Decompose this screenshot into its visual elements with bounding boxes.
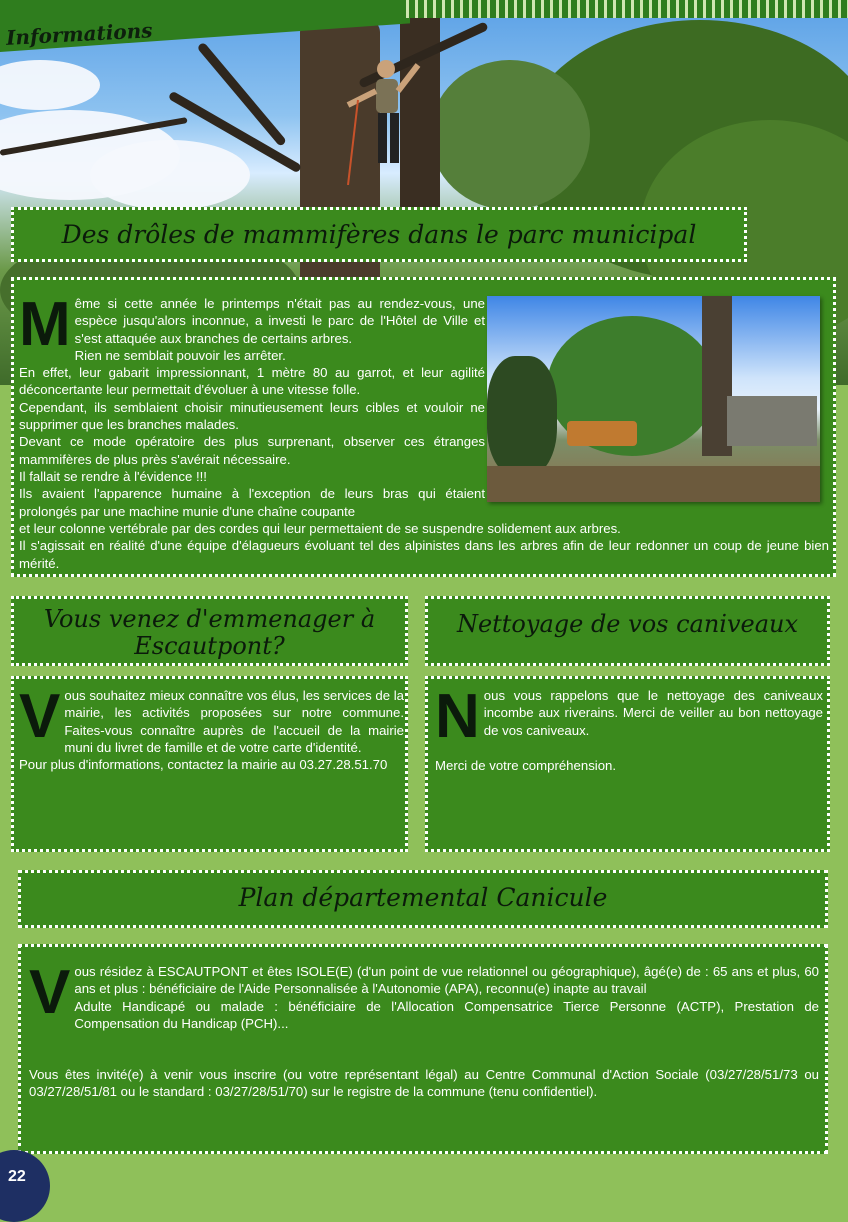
paragraph: Cependant, ils semblaient choisir minutieusement leurs cibles et vouloir ne supprimer que les branches malades. — [19, 399, 485, 433]
paragraph-intro: ême si cette année le printemps n'était pas au rendez-vous, une espèce jusqu'alors inconnue, a investi le parc de l'Hôtel de Ville et s'est attaquée aux branches de certains arbres. — [74, 296, 485, 346]
paragraph: ous résidez à ESCAUTPONT et êtes ISOLE(E) (d'un point de vue relationnel ou géographique), âgé(e) de : 65 ans et plus, 60 ans et plus : bénéficiaire de l'Aide Personnalisée à l'Autonomie (APA), reconnu(e) inapte au travail — [74, 964, 819, 997]
paragraph: Devant ce mode opératoire des plus surprenant, observer ces étranges mammifères de plus près s'avérait nécessaire. — [19, 434, 485, 467]
caniveaux-body — [435, 682, 823, 774]
paragraph: et leur colonne vertébrale par des cordes qui leur permettaient de se suspendre solidement aux arbres. — [19, 521, 621, 536]
caniveaux-title-panel — [425, 596, 830, 666]
caniveaux-body-panel — [425, 676, 830, 852]
paragraph: Il fallait se rendre à l'évidence !!! — [19, 468, 207, 484]
emmenager-body — [19, 682, 404, 773]
paragraph: Il s'agissait en réalité d'une équipe d'élagueurs évoluant tel des alpinistes dans les arbres afin de leur redonner un coup de jeune bien mérité. — [19, 538, 829, 571]
paragraph: ous vous rappelons que le nettoyage des caniveaux incombe aux riverains. Merci de veiller au bon nettoyage de vos caniveaux. — [483, 688, 823, 738]
contact-line: Pour plus d'informations, contactez la mairie au 03.27.28.51.70 — [19, 757, 388, 773]
paragraph: En effet, leur gabarit impressionnant, 1 mètre 80 au garrot, et leur agilité déconcertante leur permettait d'évoluer à une vitesse folle. — [19, 365, 485, 398]
dropcap: N — [435, 682, 480, 751]
dropcap: V — [29, 958, 71, 1027]
dropcap: V — [19, 682, 61, 751]
canicule-title: Plan départemental Canicule — [238, 883, 608, 912]
paragraph: Vous êtes invité(e) à venir vous inscrire (ou votre représentant légal) au Centre Communal d'Action Sociale (03/27/28/51/73 ou 03/27/28/51/81 ou le standard : 03/27/28/51/70) sur le registre de la commune (tenu confidentiel). — [29, 1067, 819, 1100]
article-body-full-width — [19, 520, 829, 572]
paragraph: Ils avaient l'apparence humaine à l'exception de leurs bras qui étaient prolongés par une machine munie d'une chaîne coupante — [19, 486, 485, 519]
paragraph: Rien ne semblait pouvoir les arrêter. — [74, 347, 286, 363]
caniveaux-title: Nettoyage de vos caniveaux — [456, 610, 799, 638]
thanks-line: Merci de votre compréhension. — [435, 758, 617, 773]
tree-climber-figure — [338, 55, 428, 185]
article-title-panel — [11, 207, 747, 262]
canicule-body-panel — [18, 944, 828, 1154]
header-decorative-stripe — [400, 0, 848, 18]
paragraph: Adulte Handicapé ou malade : bénéficiaire de l'Allocation Compensatrice Tierce Personne (ACTP), Prestation de Compensation du Handicap (PCH)... — [74, 998, 819, 1031]
emmenager-title: Vous venez d'emmenager à Escautpont? — [43, 605, 376, 660]
emmenager-body-panel — [11, 676, 408, 852]
article-title: Des drôles de mammifères dans le parc municipal — [61, 220, 697, 249]
canicule-body — [29, 958, 819, 1101]
emmenager-title-panel — [11, 596, 408, 666]
page-number: 22 — [8, 1168, 26, 1185]
dropcap: M — [19, 290, 71, 359]
page-number-badge — [0, 1150, 50, 1222]
canicule-title-panel — [18, 870, 828, 928]
pruning-photo — [487, 296, 820, 502]
article-body — [19, 290, 485, 520]
paragraph: ous souhaitez mieux connaître vos élus, les services de la mairie, les activités proposées sur notre commune. Faites-vous connaître auprès de l'accueil de la mairie muni du livret de famille et de votre carte d'identité. — [64, 688, 404, 755]
section-tag: Informations — [5, 18, 154, 50]
